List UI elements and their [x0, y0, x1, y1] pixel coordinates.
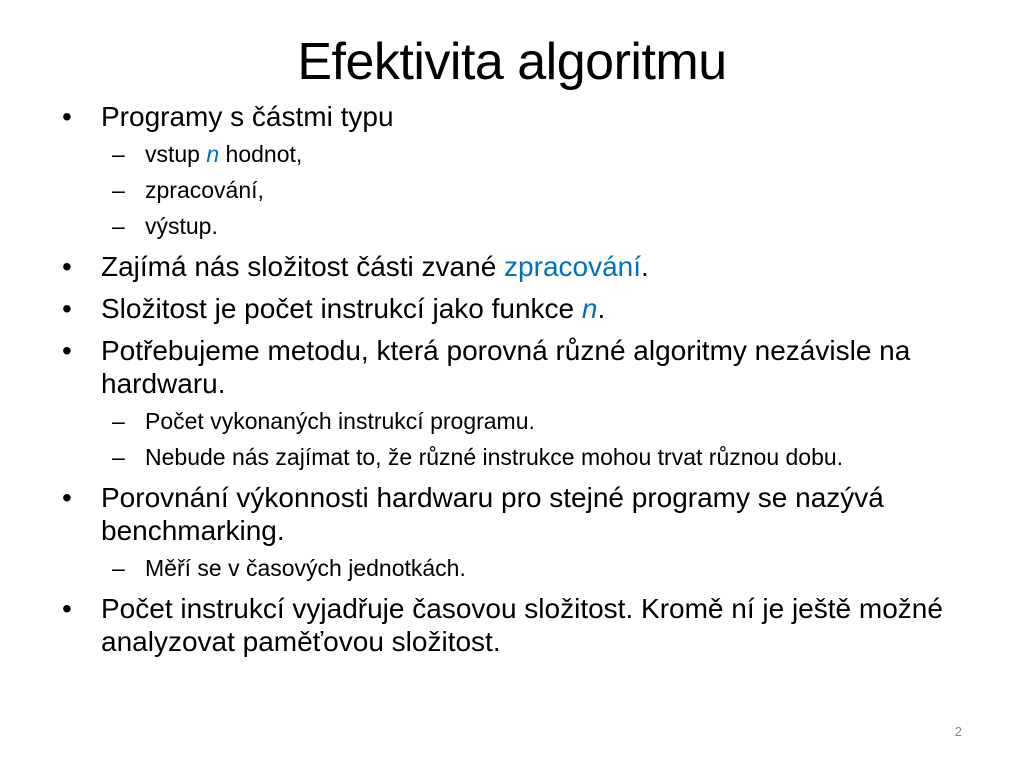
dash-icon: – — [112, 408, 125, 434]
variable-n: n — [581, 293, 598, 324]
sub-bullet-item — [60, 442, 980, 472]
dash-icon: – — [112, 177, 125, 203]
bullet-text: Porovnání výkonnosti hardwaru pro stejné programy se nazývá benchmarking. — [101, 482, 884, 546]
bullet-text: Programy s částmi typu — [101, 101, 394, 132]
sub-bullet-text: zpracování, — [145, 177, 264, 203]
dash-icon: – — [112, 555, 125, 581]
bullet-icon: • — [62, 335, 72, 366]
dash-icon: – — [112, 444, 125, 470]
bullet-item — [60, 592, 980, 658]
bullet-text: Počet instrukcí vyjadřuje časovou složitost. Kromě ní je ještě možné analyzovat paměťovou složitost. — [101, 593, 943, 657]
bullet-item — [60, 481, 980, 547]
bullet-icon: • — [62, 293, 72, 324]
sub-bullet-item — [60, 211, 980, 241]
bullet-text: Potřebujeme metodu, která porovná různé algoritmy nezávisle na hardwaru. — [101, 335, 911, 399]
sub-bullet-text: Měří se v časových jednotkách. — [145, 555, 466, 581]
sub-bullet-text: Počet vykonaných instrukcí programu. — [145, 408, 535, 434]
bullet-icon: • — [62, 593, 72, 624]
sub-bullet-text: vstup n hodnot, — [145, 141, 303, 167]
bullet-icon: • — [62, 101, 72, 132]
sub-bullet-item — [60, 406, 980, 436]
bullet-item — [60, 334, 980, 400]
highlight-zpracovani: zpracování — [504, 251, 642, 282]
sub-bullet-item — [60, 175, 980, 205]
bullet-item — [60, 250, 980, 283]
sub-bullet-item — [60, 553, 980, 583]
variable-n: n — [206, 141, 220, 167]
bullet-icon: • — [62, 482, 72, 513]
sub-bullet-text: Nebude nás zajímat to, že různé instrukce mohou trvat různou dobu. — [145, 444, 844, 470]
dash-icon: – — [112, 213, 125, 239]
slide-title: Efektivita algoritmu — [297, 33, 727, 91]
slide-content — [60, 100, 980, 658]
bullet-text: Zajímá nás složitost části zvané zpracování. — [101, 251, 649, 282]
bullet-item — [60, 100, 980, 133]
dash-icon: – — [112, 141, 125, 167]
page-number: 2 — [954, 724, 962, 739]
bullet-icon: • — [62, 251, 72, 282]
sub-bullet-item — [60, 139, 980, 169]
bullet-item — [60, 292, 980, 325]
sub-bullet-text: výstup. — [145, 213, 218, 239]
bullet-text: Složitost je počet instrukcí jako funkce n. — [101, 293, 606, 324]
